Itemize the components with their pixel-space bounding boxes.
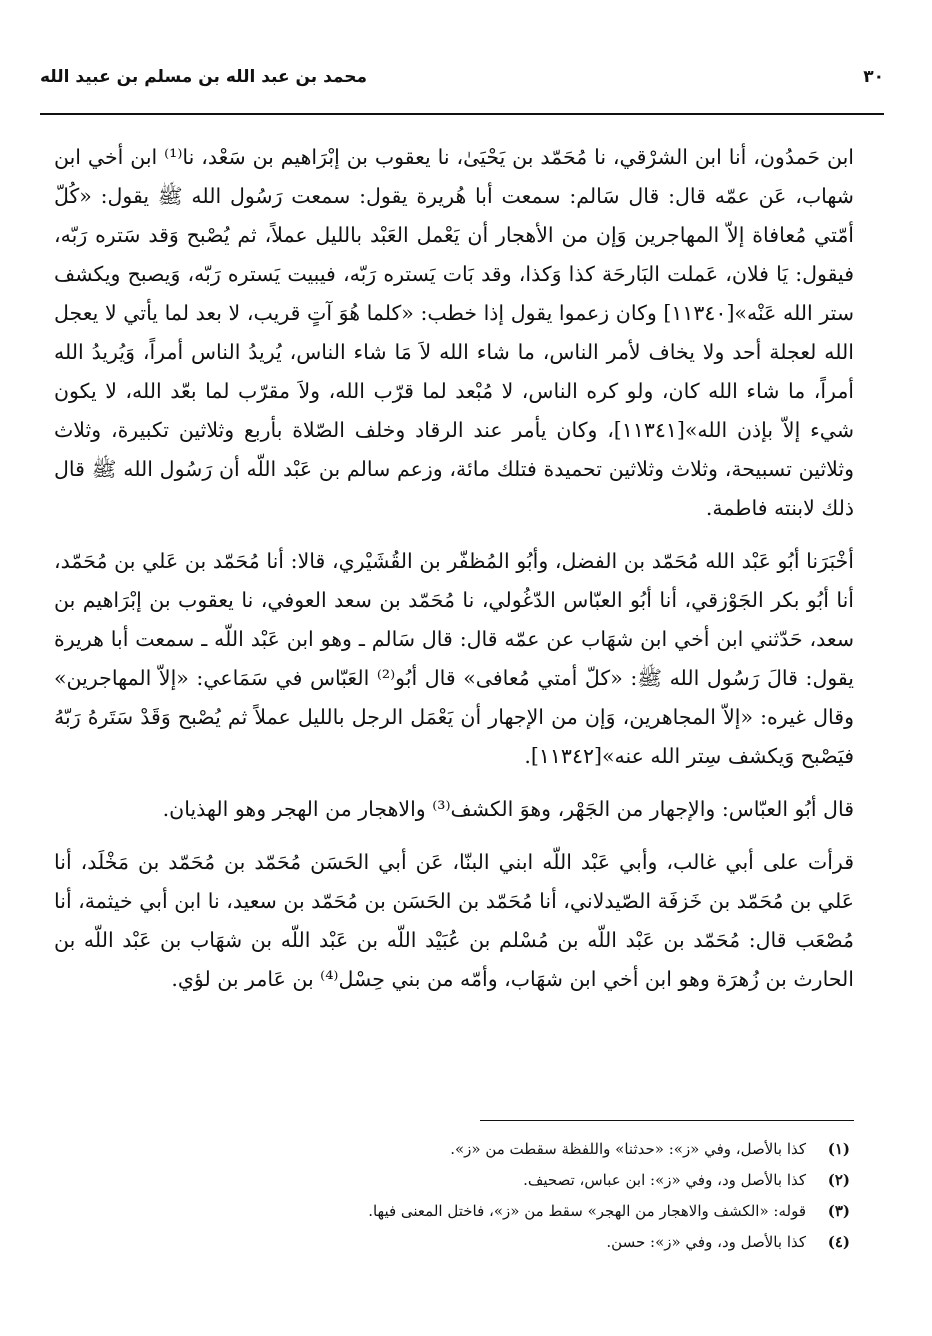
footnote xyxy=(60,1135,850,1163)
footnote-text: قوله: «الكشف والاهجار من الهجر» سقط من «ز»، فاختل المعنى فيها. xyxy=(368,1202,806,1220)
footnotes xyxy=(60,1135,850,1259)
paragraph: قرأت على أبي غالب، وأبي عَبْد اللّه ابني البنّا، عَن أبي الحَسَن مُحَمّد بن مُحَمّد بن مَخْلَد، أنا عَلي بن مُحَمّد بن خَزفَة الصّيدلاني، أنا مُحَمّد بن الحَسَن بن مُحَمّد بن سعيد، نا ابن أبي خيثمة، أنا مُصْعَب قال: مُحَمّد بن عَبْد اللّه بن مُسْلم بن عُبَيْد اللّه بن عَبْد اللّه بن شهَاب بن عَبْد اللّه بن الحارث بن زُهرَة وهو ابن أخي ابن شهَاب، وأمّه من بني حِسْل⁽⁴⁾ بن عَامر بن لؤي. xyxy=(54,850,854,991)
footnote-number: (٤) xyxy=(827,1233,850,1251)
footnote-number: (١) xyxy=(827,1140,850,1158)
paragraph: قال أبُو العبّاس: والإجهار من الجَهْر، وهوَ الكشف⁽³⁾ والاهجار من الهجر وهو الهذيان. xyxy=(162,797,854,821)
main-text xyxy=(54,138,854,999)
footnote xyxy=(60,1166,850,1194)
running-title: محمد بن عبد الله بن مسلم بن عبيد الله xyxy=(40,67,368,87)
footnote-number: (٢) xyxy=(827,1171,850,1189)
footnote-text: كذا بالأصل، وفي «ز»: «حدثنا» واللفظة سقطت من «ز». xyxy=(450,1140,806,1158)
footnote-text: كذا بالأصل ود، وفي «ز»: حسن. xyxy=(606,1233,806,1251)
footnote xyxy=(60,1197,850,1225)
footnote-rule xyxy=(480,1120,854,1121)
paragraph: أخْبَرَنا أبُو عَبْد الله مُحَمّد بن الفضل، وأبُو المُظفّر بن القُشَيْري، قالا: أنا مُحَمّد بن عَلي بن مُحَمّد، أنا أبُو بكر الجَوْزقي، أنا أبُو العبّاس الدّغُولي، نا مُحَمّد بن سعد العوفي، نا يعقوب بن إبْرَاهيم بن سعد، حَدّثني ابن أخي ابن شهَاب عن عمّه قال: قال سَالم ـ وهو ابن عَبْد اللّه ـ سمعت أبا هريرة يقول: قالَ رَسُول الله ﷺ: «كلّ أمتي مُعافى» قال أبُو⁽²⁾ العَبّاس في سَمَاعي: «إلاّ المهاجرين» وقال غيره: «إلاّ المجاهرين، وَإن من الإجهار أن يَعْمَل الرجل بالليل عملاً ثم يُصْبح وَقَدْ سَتَرهُ رَبّهُ فيَصْبح وَيكشف سِتر الله عنه»[١١٣٤٢]. xyxy=(54,549,855,768)
footnote-text: كذا بالأصل ود، وفي «ز»: ابن عباس، تصحيف. xyxy=(523,1171,806,1189)
paragraph: ابن حَمدُون، أنا ابن الشرْقي، نا مُحَمّد بن يَحْيَىٰ، نا يعقوب بن إبْرَاهيم بن سَعْد، نا⁽¹⁾ ابن أخي ابن شهاب، عَن عمّه قال: قال سَالم: سمعت أبا هُريرة يقول: سمعت رَسُول الله ﷺ يقول: «كُلّ أمّتي مُعافاة إلاّ المهاجرين وَإن من الأهجار أن يَعْمل العَبْد بالليل عملاً، ثم يُصْبح وَقد سَتره رَبّه، فيقول: يَا فلان، عَملت البَارحَة كذا وَكذا، وقد بَات يَستره رَبّه، فيبيت يَستره رَبّه، وَيصبح ويكشف ستر الله عَنْه»[١١٣٤٠] وكان زعموا يقول إذا خطب: «كلما هُوَ آتٍ قريب، لا بعد لما يأتي لا يعجل الله لعجلة أحد ولا يخاف لأمر الناس، ما شاء الله لاَ مَا شاء الناس، يُريدُ الناس أمراً، وَيُريدُ الله أمراً، ما شاء الله كان، ولو كره الناس، لا مُبْعد لما قرّب الله، ولاَ مقرّب لما بعّد الله، لا يكون شيء إلاّ بإذن الله»[١١٣٤١]، وكان يأمر عند الرقاد وخلف الصّلاة بأربع وثلاثين تكبيرة، وثلاث وثلاثين تسبيحة، وثلاث وثلاثين تحميدة فتلك مائة، وزعم سالم بن عَبْد اللّه أن رَسُول الله ﷺ قال ذلك لابنته فاطمة. xyxy=(54,145,855,520)
header-rule xyxy=(40,113,884,115)
page-number: ٣٠ xyxy=(863,67,884,87)
footnote xyxy=(60,1228,850,1256)
page-header xyxy=(40,60,884,94)
footnote-number: (٣) xyxy=(827,1202,850,1220)
